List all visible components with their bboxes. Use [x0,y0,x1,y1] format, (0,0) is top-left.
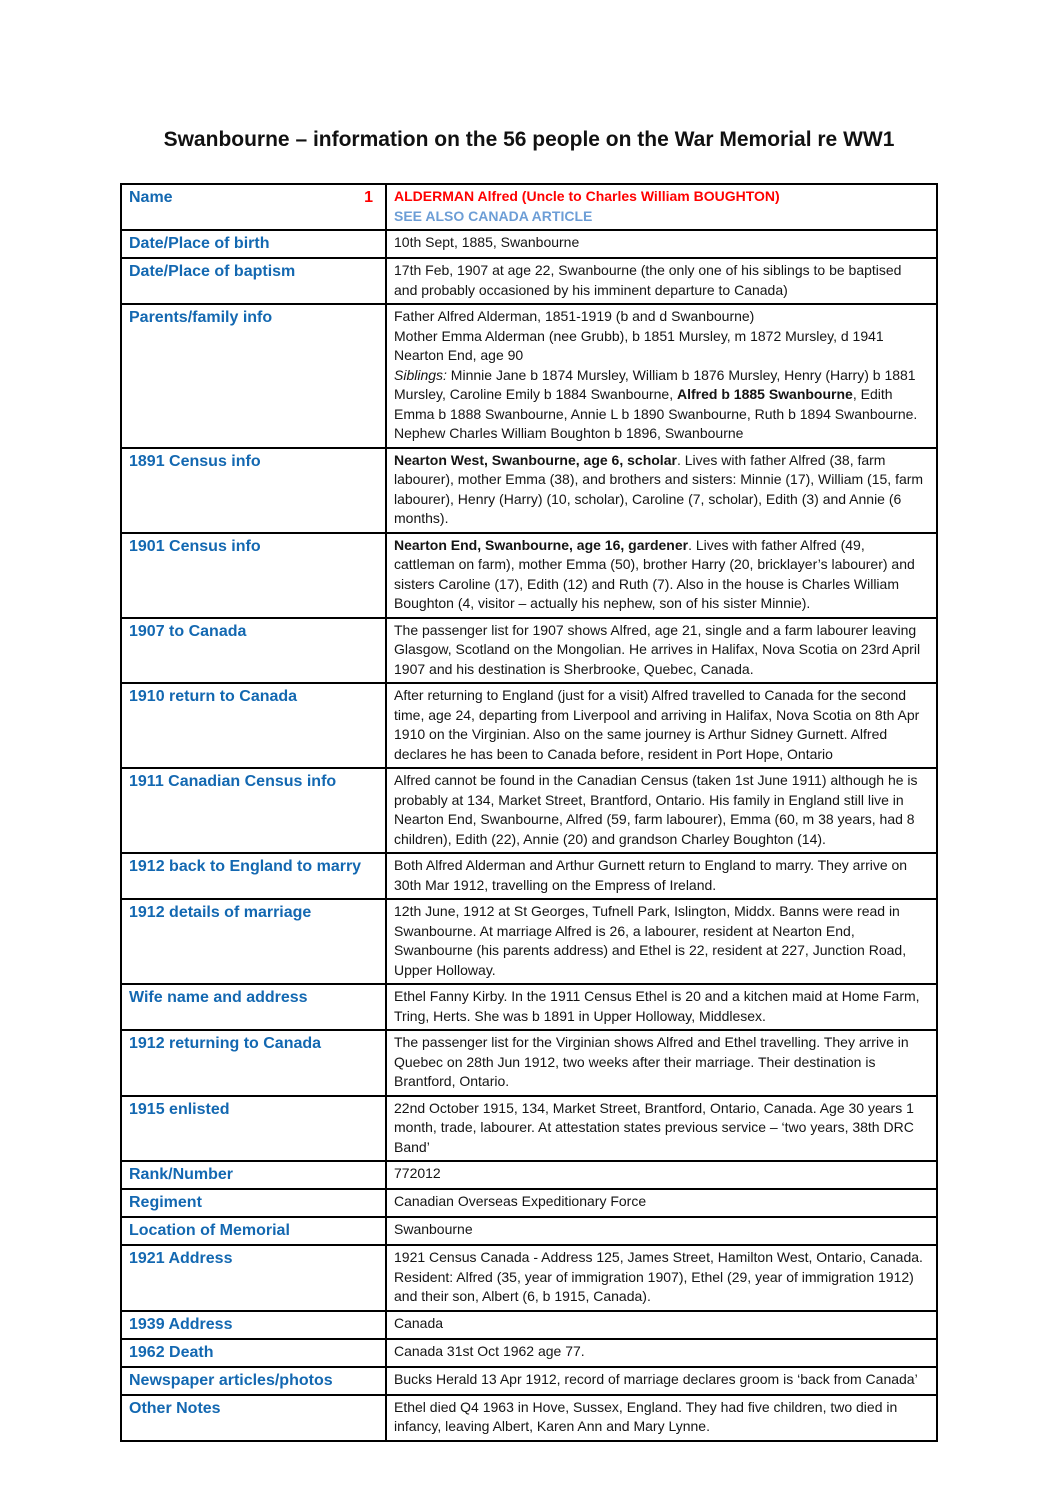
row-label-inner [129,1248,377,1269]
table-row [121,618,937,684]
row-label: Rank/Number [129,1166,234,1183]
text-segment: Nearton End, Swanbourne, age 16, gardener [394,536,689,553]
value-paragraph [394,621,928,680]
row-label-cell [121,230,386,258]
row-value-cell [386,1030,937,1096]
row-label: 1907 to Canada [129,622,247,640]
row-value-cell [386,1189,937,1217]
row-value-cell [386,533,937,618]
table-row [121,1096,937,1162]
table-row [121,1245,937,1311]
text-segment: 12th June, 1912 at St Georges, Tufnell Park, Islington, Middx. Banns were read in Swanbourne. At marriage Alfred is 26, a labourer, resident at Nearton End, Swanbourne (his parents address) and Ethel is 22, resident at 227, Junction Road, Upper Holloway. [394,903,907,978]
row-label-cell [121,304,386,448]
text-segment: Bucks Herald 13 Apr 1912, record of marriage declares groom is ‘back from Canada’ [394,1370,918,1387]
value-paragraph [394,1192,928,1212]
text-segment: Alfred b 1885 Swanbourne [677,386,853,402]
row-value-cell [386,1096,937,1162]
table-row [121,1311,937,1339]
row-label: 1939 Address [129,1315,233,1333]
row-label-inner [129,1370,377,1391]
value-paragraph [394,987,928,1026]
value-paragraph [394,686,928,764]
value-paragraph [394,187,928,207]
page-title: Swanbourne – information on the 56 people on the War Memorial re WW1 [163,128,895,151]
row-label-cell [121,1311,386,1339]
table-row [121,448,937,533]
row-value-cell [386,984,937,1030]
text-segment: Mother Emma Alderman (nee Grubb), b 1851 Mursley, m 1872 Mursley, d 1941 Nearton End, age 90 [394,327,884,363]
text-segment: The passenger list for the Virginian shows Alfred and Ethel travelling. They arrive in Quebec on 28th Jun 1912, two weeks after their marriage. Their destination is Brantford, Ontario. [394,1034,909,1089]
value-paragraph [394,771,928,849]
row-value-cell [386,618,937,684]
text-segment: After returning to England (just for a visit) Alfred travelled to Canada for the second time, age 24, departing from Liverpool and arriving in Halifax, Nova Scotia on 8th Apr 1910 on the Virginian. Also on the same journey is Arthur Sidney Gurnett. Alfred declares he has been to Canada before, resident in Port Hope, Ontario [394,687,920,762]
table-row [121,768,937,853]
table-row [121,304,937,448]
row-value-cell [386,184,937,230]
text-segment: Siblings: [394,366,447,383]
text-segment: Ethel died Q4 1963 in Hove, Sussex, England. They had five children, two died in infancy, leaving Albert, Karen Ann and Mary Lynne. [394,1398,898,1434]
row-value-cell [386,448,937,533]
row-value-cell [386,768,937,853]
row-value-cell [386,853,937,899]
row-label: Location of Memorial [129,1222,290,1239]
row-label-cell [121,1161,386,1189]
table-row [121,258,937,304]
row-value-cell [386,1245,937,1311]
value-paragraph [394,451,928,529]
row-label: Date/Place of birth [129,235,270,252]
row-label-inner [129,1398,377,1419]
memorial-info-table [120,183,938,1442]
value-paragraph [394,1314,928,1334]
row-value-cell [386,1217,937,1245]
row-label-inner [129,1314,377,1335]
row-label-cell [121,1030,386,1096]
value-paragraph [394,1370,928,1390]
row-label: 1891 Census info [129,452,261,470]
row-label: Name [129,189,173,206]
row-label: 1921 Address [129,1250,233,1267]
row-label-inner [129,1192,377,1213]
value-paragraph [394,856,928,895]
table-row [121,230,937,258]
row-label: Parents/family info [129,309,273,326]
row-label-cell [121,1395,386,1441]
row-label-cell [121,1217,386,1245]
value-paragraph [394,366,928,444]
value-paragraph [394,536,928,614]
text-segment: Swanbourne [394,1221,473,1237]
row-label-inner [129,621,377,642]
row-label-inner [129,856,377,877]
value-paragraph [394,902,928,980]
table-row [121,899,937,984]
text-segment: Minnie Jane b 1874 Mursley, William b 1876 Mursley, Henry (Harry) b 1881 Mursley, Caroline Emily b 1884 Swanbourne, [394,366,916,402]
row-label: 1915 enlisted [129,1100,230,1118]
row-label-cell [121,1367,386,1395]
row-label-cell [121,1245,386,1311]
row-label-inner [129,187,377,208]
row-label-inner [129,1033,377,1054]
row-label-inner [129,1164,377,1185]
row-label-cell [121,618,386,684]
row-label-cell [121,184,386,230]
table-row [121,1030,937,1096]
row-label: 1901 Census info [129,537,261,555]
row-value-cell [386,1311,937,1339]
value-paragraph [394,1099,928,1158]
value-paragraph [394,327,928,366]
row-label-inner [129,902,377,923]
row-label-cell [121,533,386,618]
memorial-table-body [121,184,937,1441]
value-paragraph [394,207,928,227]
text-segment: 17th Feb, 1907 at age 22, Swanbourne (the only one of his siblings to be baptised and probably occasioned by his imminent departure to Canada) [394,262,902,298]
table-row [121,1395,937,1441]
value-paragraph [394,1248,928,1307]
row-label-inner [129,233,377,254]
text-segment: SEE ALSO CANADA ARTICLE [394,207,593,224]
row-value-cell [386,683,937,768]
row-value-cell [386,1161,937,1189]
row-label-inner [129,261,377,282]
row-label-inner [129,307,377,328]
row-label: Date/Place of baptism [129,263,296,280]
text-segment: ALDERMAN Alfred (Uncle to Charles William BOUGHTON) [394,188,780,204]
row-label-inner [129,987,377,1008]
text-segment: , Edith Emma b 1888 Swanbourne, Annie L b 1890 Swanbourne, Ruth b 1894 Swanbourne. Nephew Charles William Boughton b 1896, Swanbourne [394,386,918,441]
table-row [121,984,937,1030]
text-segment: . Lives with father Alfred (38, farm labourer), mother Emma (38), and brothers and sisters: Minnie (17), William (15, farm labourer), Henry (Harry) (10, scholar), Caroline (7, scholar), Edith (3) and Annie (6 months). [394,451,924,526]
row-value-cell [386,258,937,304]
row-value-cell [386,230,937,258]
row-label-cell [121,1096,386,1162]
row-label-cell [121,1339,386,1367]
table-row [121,1339,937,1367]
row-label: 1912 back to England to marry [129,858,362,875]
row-label-cell [121,258,386,304]
value-paragraph [394,233,928,253]
value-paragraph [394,1033,928,1092]
text-segment: Canadian Overseas Expeditionary Force [394,1193,647,1209]
row-label-inner [129,536,377,557]
row-label: Other Notes [129,1399,221,1417]
text-segment: 22nd October 1915, 134, Market Street, Brantford, Ontario, Canada. Age 30 years 1 month, trade, labourer. At attestation states previous service – ‘two years, 38th DRC Band’ [394,1099,914,1155]
text-segment: 772012 [394,1165,441,1181]
text-segment: Canada [394,1314,444,1331]
text-segment: Ethel Fanny Kirby. In the 1911 Census Ethel is 20 and a kitchen maid at Home Farm, Tring, Herts. She was b 1891 in Upper Holloway, Middlesex. [394,988,920,1024]
table-row [121,853,937,899]
value-paragraph [394,1342,928,1362]
row-value-cell [386,899,937,984]
row-value-cell [386,1339,937,1367]
text-segment: The passenger list for 1907 shows Alfred, age 21, single and a farm labourer leaving Glasgow, Scotland on the Mongolian. He arrives in Halifax, Nova Scotia on 23rd April 1907 and his destination is Sherbrooke, Quebec, Canada. [394,621,921,677]
row-label-inner [129,771,377,792]
table-row [121,1189,937,1217]
row-label: 1911 Canadian Census info [129,773,337,790]
row-label: Newspaper articles/photos [129,1371,333,1389]
row-label-cell [121,683,386,768]
row-label-inner [129,1220,377,1241]
value-paragraph [394,1220,928,1240]
row-label: Regiment [129,1194,202,1211]
table-row [121,184,937,230]
text-segment: Father Alfred Alderman, 1851-1919 (b and d Swanbourne) [394,308,755,324]
row-number: 1 [364,189,373,206]
row-label-cell [121,899,386,984]
value-paragraph [394,307,928,327]
text-segment: Both Alfred Alderman and Arthur Gurnett return to England to marry. They arrive on 30th Mar 1912, travelling on the Empress of Ireland. [394,857,908,893]
row-label-inner [129,451,377,472]
table-row [121,1217,937,1245]
row-label-cell [121,448,386,533]
row-label: 1910 return to Canada [129,688,298,705]
value-paragraph [394,1398,928,1437]
row-label: Wife name and address [129,989,308,1006]
table-row [121,1367,937,1395]
row-label-cell [121,768,386,853]
value-paragraph [394,1164,928,1184]
row-label-cell [121,853,386,899]
table-row [121,683,937,768]
table-row [121,533,937,618]
row-label: 1912 returning to Canada [129,1035,322,1052]
row-label: 1912 details of marriage [129,904,312,921]
row-value-cell [386,1395,937,1441]
text-segment: 1921 Census Canada - Address 125, James Street, Hamilton West, Ontario, Canada. Resident: Alfred (35, year of immigration 1907), Ethel (29, year of immigration 1912) and their son, Albert (6, b 1915, Canada). [394,1249,923,1304]
text-segment: Alfred cannot be found in the Canadian Census (taken 1st June 1911) although he is probably at 134, Market Street, Brantford, Ontario. His family in England still live in Nearton End, Swanbourne, Alfred (59, farm labourer), Emma (60, m 38 years, had 8 children), Edith (22), Annie (20) and grandson Charley Boughton (14). [394,772,918,847]
row-label-cell [121,1189,386,1217]
row-label-inner [129,1099,377,1120]
row-label: 1962 Death [129,1343,214,1361]
row-label-inner [129,686,377,707]
row-value-cell [386,304,937,448]
row-value-cell [386,1367,937,1395]
text-segment: Nearton West, Swanbourne, age 6, scholar [394,451,677,468]
text-segment: . Lives with father Alfred (49, cattleman on farm), mother Emma (50), brother Harry (20, bricklayer’s labourer) and sisters Caroline (17), Edith (12) and Ruth (7). Also in the house is Charles William Boughton (4, visitor – actually his nephew, son of his sister Minnie). [394,536,915,611]
text-segment: Canada 31st Oct 1962 age 77. [394,1342,585,1359]
text-segment: 10th Sept, 1885, Swanbourne [394,234,580,250]
table-row [121,1161,937,1189]
row-label-inner [129,1342,377,1363]
row-label-cell [121,984,386,1030]
value-paragraph [394,261,928,300]
